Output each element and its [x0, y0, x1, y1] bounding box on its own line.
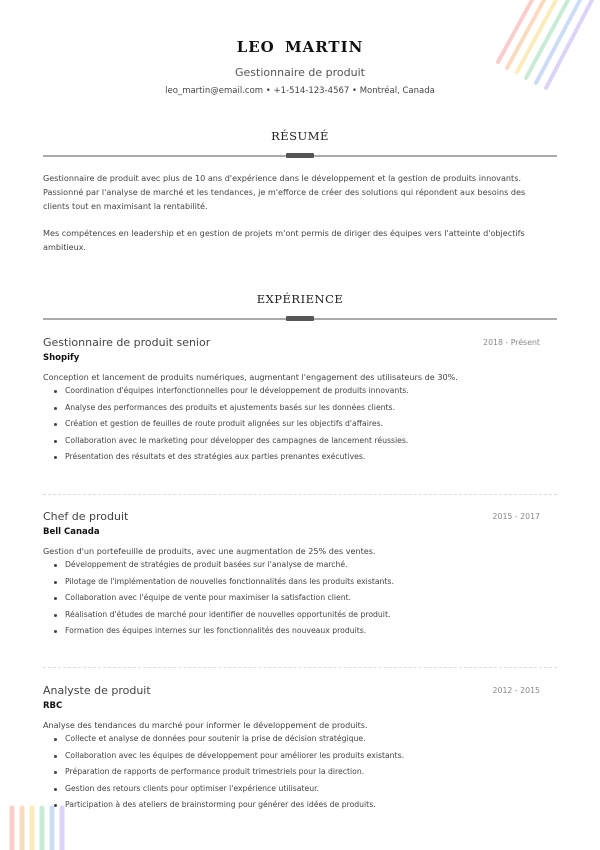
bullet-item: Coordination d'équipes interfonctionnelles pour le développement de produits innovants. — [43, 383, 557, 400]
bullet-item: Présentation des résultats et des stratégies aux parties prenantes exécutives. — [43, 449, 557, 466]
company-name: Shopify — [43, 353, 80, 363]
bullet-item: Réalisation d'études de marché pour identifier de nouvelles opportunités de produit. — [43, 607, 557, 624]
bullet-item: Collaboration avec l'équipe de vente pour maximiser la satisfaction client. — [43, 590, 557, 607]
job-description: Gestion d'un portefeuille de produits, avec une augmentation de 25% des ventes. — [43, 546, 376, 556]
job-date: 2018 - Présent — [483, 338, 540, 347]
job-title: Analyste de produit — [43, 684, 151, 697]
bullet-item: Gestion des retours clients pour optimiser l'expérience utilisateur. — [43, 781, 557, 798]
bullet-item: Analyse des performances des produits et ajustements basés sur les données clients. — [43, 400, 557, 417]
bullet-item: Préparation de rapports de performance produit trimestriels pour la direction. — [43, 764, 557, 781]
job-bullets — [43, 731, 557, 814]
job-entry — [43, 510, 557, 640]
job-bullets — [43, 383, 557, 466]
job-title: Gestionnaire de produit senior — [43, 336, 211, 349]
job-date: 2012 - 2015 — [492, 686, 540, 695]
summary-paragraph: Mes compétences en leadership et en gestion de projets m'ont permis de diriger des équipes vers l'atteinte d'objectifs ambitieux. — [43, 228, 525, 252]
divider-knob — [286, 153, 314, 158]
section-divider — [43, 318, 557, 320]
candidate-title: Gestionnaire de produit — [235, 66, 365, 79]
bullet-item: Création et gestion de feuilles de route produit alignées sur les objectifs d'affaires. — [43, 416, 557, 433]
section-divider — [43, 155, 557, 157]
bullet-item: Développement de stratégies de produit basées sur l'analyse de marché. — [43, 557, 557, 574]
job-date: 2015 - 2017 — [492, 512, 540, 521]
company-name: Bell Canada — [43, 527, 100, 537]
job-description: Conception et lancement de produits numériques, augmentant l'engagement des utilisateurs de 30%. — [43, 372, 458, 382]
job-entry — [43, 684, 557, 814]
resume-header — [0, 38, 600, 96]
bullet-item: Participation à des ateliers de brainstorming pour générer des idées de produits. — [43, 797, 557, 814]
section-title-summary: RÉSUMÉ — [271, 129, 329, 143]
job-description: Analyse des tendances du marché pour informer le développement de produits. — [43, 720, 368, 730]
divider-knob — [286, 316, 314, 321]
job-separator — [43, 494, 557, 495]
bullet-item: Collaboration avec les équipes de développement pour améliorer les produits existants. — [43, 748, 557, 765]
section-title-experience: EXPÉRIENCE — [256, 292, 344, 306]
bullet-item: Collaboration avec le marketing pour développer des campagnes de lancement réussies. — [43, 433, 557, 450]
job-title: Chef de produit — [43, 510, 129, 523]
job-separator — [43, 667, 557, 668]
bullet-item: Collecte et analyse de données pour soutenir la prise de décision stratégique. — [43, 731, 557, 748]
job-entry — [43, 336, 557, 466]
contact-info: leo_martin@email.com • +1-514-123-4567 • Montréal, Canada — [165, 86, 435, 96]
summary-paragraph: Gestionnaire de produit avec plus de 10 ans d'expérience dans le développement et la gestion de produits innovants. Passionné par l'analyse de marché et les tendances, je m'efforce de créer des solutions qui répondent aux besoins des clients tout en maximisant la rentabilité. — [43, 173, 526, 211]
company-name: RBC — [43, 701, 63, 711]
candidate-name: LEO MARTIN — [236, 38, 364, 56]
bullet-item: Formation des équipes internes sur les fonctionnalités des nouveaux produits. — [43, 623, 557, 640]
bullet-item: Pilotage de l'implémentation de nouvelles fonctionnalités dans les produits existants. — [43, 574, 557, 591]
job-bullets — [43, 557, 557, 640]
